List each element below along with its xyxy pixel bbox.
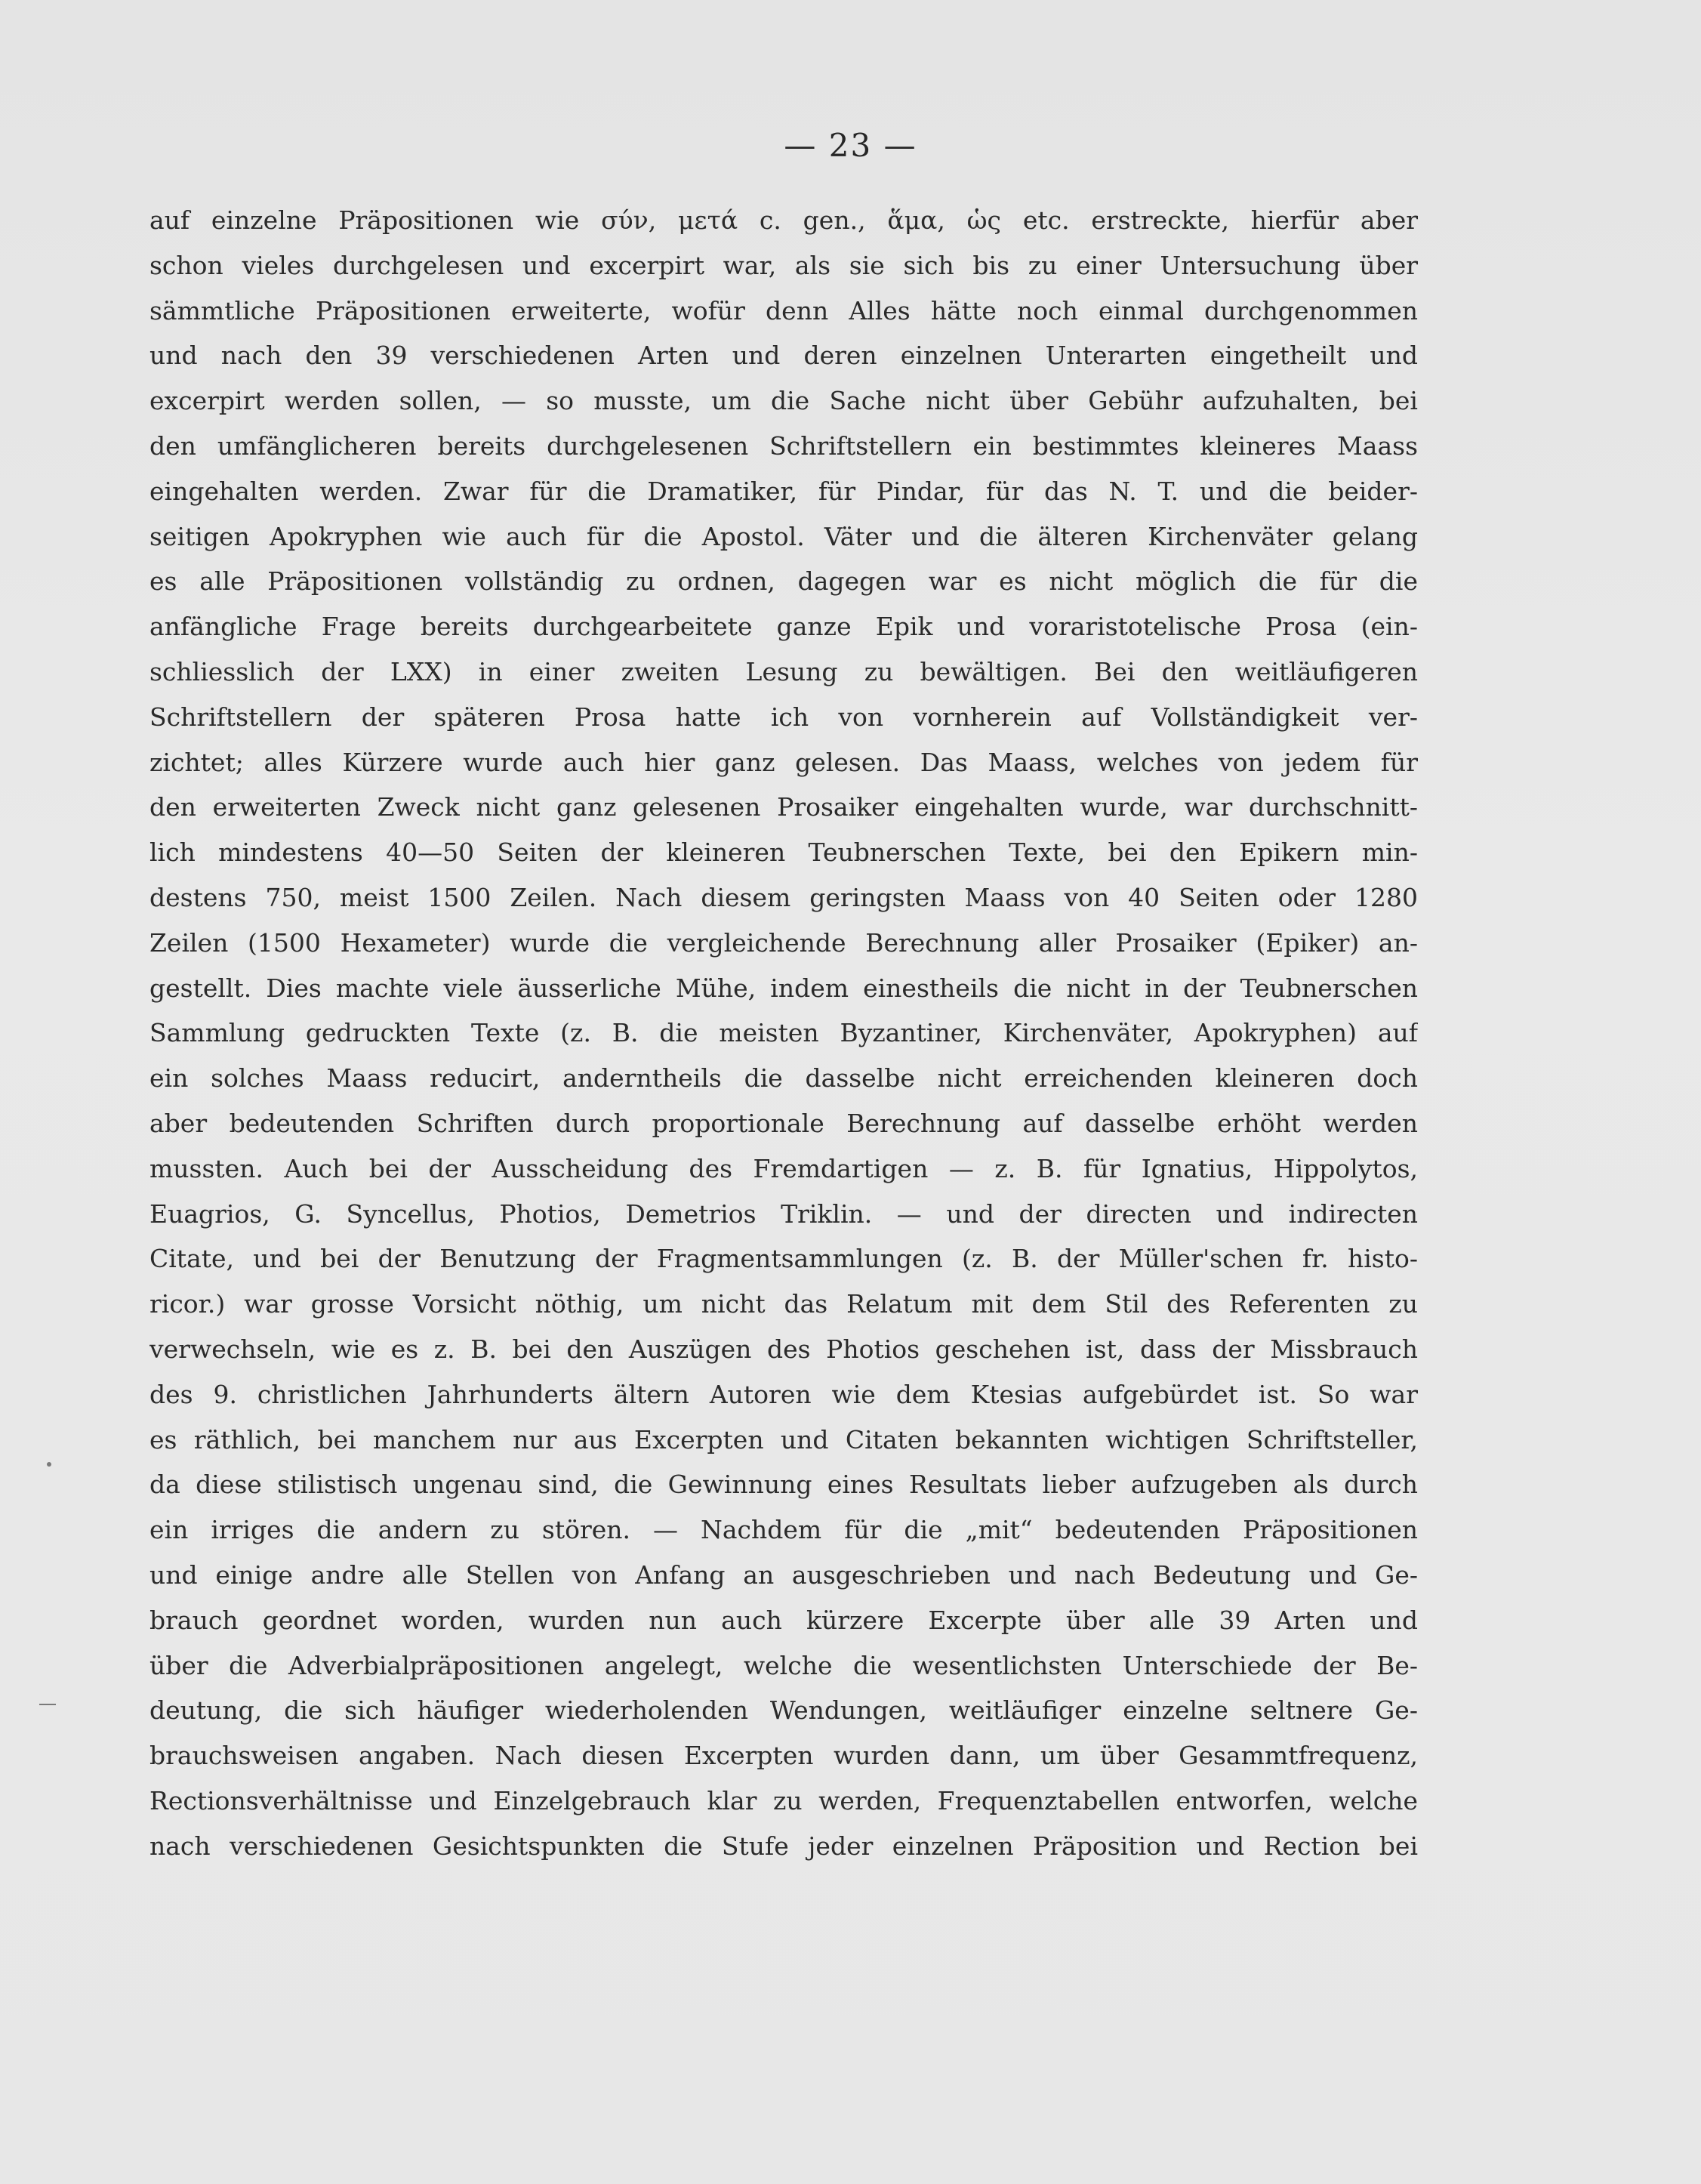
text-line: ricor.) war grosse Vorsicht nöthig, um nicht das Relatum mit dem Stil des Referenten zu: [149, 1289, 1418, 1319]
text-line: nach verschiedenen Gesichtspunkten die Stufe jeder einzelnen Präposition und Rection bei: [149, 1831, 1418, 1861]
text-line: Rectionsverhältnisse und Einzelgebrauch klar zu werden, Frequenztabellen entworfen, welche: [149, 1785, 1418, 1815]
text-line: gestellt. Dies machte viele äusserliche Mühe, indem einestheils die nicht in der Teubnerschen: [149, 973, 1418, 1003]
text-line: lich mindestens 40—50 Seiten der kleineren Teubnerschen Texte, bei den Epikern min-: [149, 838, 1418, 868]
text-line: des 9. christlichen Jahrhunderts ältern Autoren wie dem Ktesias aufgebürdet ist. So war: [149, 1379, 1418, 1409]
text-line: auf einzelne Präpositionen wie σύν, μετά c. gen., ἅμα, ὡς etc. erstreckte, hierfür aber: [149, 205, 1418, 235]
scan-edge-mark: [39, 1704, 56, 1705]
text-line: Sammlung gedruckten Texte (z. B. die meisten Byzantiner, Kirchenväter, Apokryphen) auf: [149, 1018, 1418, 1048]
text-line: seitigen Apokryphen wie auch für die Apostol. Väter und die älteren Kirchenväter gelang: [149, 521, 1418, 551]
body-paragraph: [149, 198, 1418, 1868]
text-line: Zeilen (1500 Hexameter) wurde die vergleichende Berechnung aller Prosaiker (Epiker) an-: [149, 927, 1418, 958]
text-line: den erweiterten Zweck nicht ganz gelesenen Prosaiker eingehalten wurde, war durchschnitt-: [149, 792, 1418, 822]
text-line: ein irriges die andern zu stören. — Nachdem für die „mit“ bedeutenden Präpositionen: [149, 1515, 1418, 1545]
text-line: zichtet; alles Kürzere wurde auch hier ganz gelesen. Das Maass, welches von jedem für: [149, 747, 1418, 777]
text-line: es alle Präpositionen vollständig zu ordnen, dagegen war es nicht möglich die für die: [149, 566, 1418, 597]
text-line: destens 750, meist 1500 Zeilen. Nach diesem geringsten Maass von 40 Seiten oder 1280: [149, 882, 1418, 912]
scan-speck: [47, 1462, 51, 1467]
text-line: brauchsweisen angaben. Nach diesen Excerpten wurden dann, um über Gesammtfrequenz,: [149, 1741, 1418, 1771]
text-line: schliesslich der LXX) in einer zweiten Lesung zu bewältigen. Bei den weitläufigeren: [149, 656, 1418, 686]
text-line: da diese stilistisch ungenau sind, die Gewinnung eines Resultats lieber aufzugeben als durch: [149, 1470, 1418, 1500]
text-line: excerpirt werden sollen, — so musste, um die Sache nicht über Gebühr aufzuhalten, bei: [149, 386, 1418, 416]
text-line: deutung, die sich häufiger wiederholenden Wendungen, weitläufiger einzelne seltnere Ge-: [149, 1695, 1418, 1726]
text-line: mussten. Auch bei der Ausscheidung des Fremdartigen — z. B. für Ignatius, Hippolytos,: [149, 1153, 1418, 1183]
text-line: und nach den 39 verschiedenen Arten und deren einzelnen Unterarten eingetheilt und: [149, 341, 1418, 371]
text-line: ein solches Maass reducirt, anderntheils die dasselbe nicht erreichenden kleineren doch: [149, 1063, 1418, 1094]
text-line: schon vieles durchgelesen und excerpirt war, als sie sich bis zu einer Untersuchung über: [149, 250, 1418, 280]
text-line: Schriftstellern der späteren Prosa hatte ich von vornherein auf Vollständigkeit ver-: [149, 702, 1418, 732]
text-line: anfängliche Frage bereits durchgearbeitete ganze Epik und voraristotelische Prosa (ein-: [149, 612, 1418, 642]
text-line: Citate, und bei der Benutzung der Fragmentsammlungen (z. B. der Müller'schen fr. histo-: [149, 1244, 1418, 1274]
text-line: verwechseln, wie es z. B. bei den Auszügen des Photios geschehen ist, dass der Missbrauch: [149, 1334, 1418, 1364]
text-line: es räthlich, bei manchem nur aus Excerpten und Citaten bekannten wichtigen Schriftsteller,: [149, 1424, 1418, 1454]
text-line: Euagrios, G. Syncellus, Photios, Demetrios Triklin. — und der directen und indirecten: [149, 1198, 1418, 1229]
text-line: eingehalten werden. Zwar für die Dramatiker, für Pindar, für das N. T. und die beider-: [149, 476, 1418, 506]
text-line: über die Adverbialpräpositionen angelegt, welche die wesentlichsten Unterschiede der Be-: [149, 1650, 1418, 1680]
text-line: den umfänglicheren bereits durchgelesenen Schriftstellern ein bestimmtes kleineres Maass: [149, 430, 1418, 461]
page-number: — 23 —: [784, 127, 917, 164]
text-line: sämmtliche Präpositionen erweiterte, wofür denn Alles hätte noch einmal durchgenommen: [149, 295, 1418, 325]
text-line: aber bedeutenden Schriften durch proportionale Berechnung auf dasselbe erhöht werden: [149, 1108, 1418, 1138]
text-line: brauch geordnet worden, wurden nun auch kürzere Excerpte über alle 39 Arten und: [149, 1605, 1418, 1635]
text-line: und einige andre alle Stellen von Anfang an ausgeschrieben und nach Bedeutung und Ge-: [149, 1559, 1418, 1590]
